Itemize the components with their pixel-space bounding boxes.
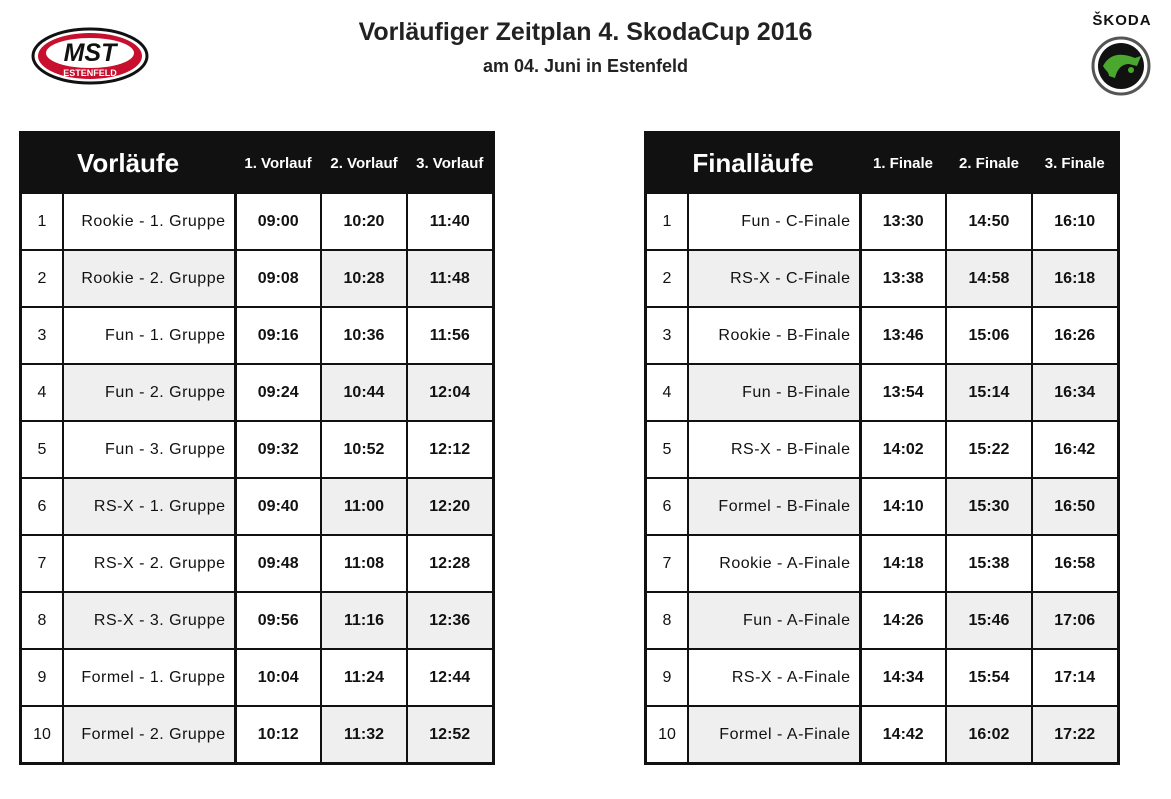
- row-number: 5: [21, 421, 64, 478]
- table-row: [646, 307, 1119, 364]
- column-header: 1. Finale: [860, 133, 946, 194]
- time-cell: 14:18: [860, 535, 946, 592]
- table-row: [21, 421, 494, 478]
- time-cell: 16:18: [1032, 250, 1118, 307]
- time-cell: 09:48: [235, 535, 321, 592]
- time-cell: 17:14: [1032, 649, 1118, 706]
- time-cell: 17:22: [1032, 706, 1118, 764]
- time-cell: 16:02: [946, 706, 1032, 764]
- time-cell: 09:40: [235, 478, 321, 535]
- row-label: Fun - 3. Gruppe: [63, 421, 235, 478]
- time-cell: 09:08: [235, 250, 321, 307]
- time-cell: 15:30: [946, 478, 1032, 535]
- row-number: 7: [646, 535, 689, 592]
- time-cell: 10:20: [321, 193, 407, 250]
- time-cell: 09:56: [235, 592, 321, 649]
- table-row: [646, 592, 1119, 649]
- time-cell: 09:24: [235, 364, 321, 421]
- time-cell: 12:28: [407, 535, 493, 592]
- time-cell: 16:26: [1032, 307, 1118, 364]
- table-row: [21, 649, 494, 706]
- finallaeufe-body: [646, 193, 1119, 764]
- row-label: Formel - A-Finale: [688, 706, 860, 764]
- time-cell: 15:46: [946, 592, 1032, 649]
- time-cell: 12:20: [407, 478, 493, 535]
- time-cell: 12:04: [407, 364, 493, 421]
- page-title: Vorläufiger Zeitplan 4. SkodaCup 2016: [358, 18, 813, 46]
- time-cell: 12:44: [407, 649, 493, 706]
- time-cell: 13:46: [860, 307, 946, 364]
- table-row: [646, 421, 1119, 478]
- table-row: [646, 706, 1119, 764]
- row-label: Formel - 2. Gruppe: [63, 706, 235, 764]
- column-header: 2. Vorlauf: [321, 133, 407, 194]
- time-cell: 11:00: [321, 478, 407, 535]
- time-cell: 09:00: [235, 193, 321, 250]
- time-cell: 10:36: [321, 307, 407, 364]
- row-number: 2: [646, 250, 689, 307]
- table-row: [21, 592, 494, 649]
- time-cell: 10:52: [321, 421, 407, 478]
- row-number: 6: [646, 478, 689, 535]
- time-cell: 11:08: [321, 535, 407, 592]
- time-cell: 14:42: [860, 706, 946, 764]
- row-number: 3: [646, 307, 689, 364]
- row-number: 10: [21, 706, 64, 764]
- table-row: [646, 193, 1119, 250]
- table-row: [646, 364, 1119, 421]
- mst-logo-subtext: ESTENFELD: [63, 68, 117, 78]
- skoda-arrow-icon: [1091, 36, 1151, 96]
- finallaeufe-heading: Finalläufe: [646, 133, 861, 194]
- column-header: 3. Finale: [1032, 133, 1118, 194]
- skoda-logo: [1083, 12, 1161, 94]
- row-label: RS-X - C-Finale: [688, 250, 860, 307]
- time-cell: 10:44: [321, 364, 407, 421]
- row-label: Rookie - A-Finale: [688, 535, 860, 592]
- row-label: Fun - C-Finale: [688, 193, 860, 250]
- time-cell: 09:16: [235, 307, 321, 364]
- time-cell: 09:32: [235, 421, 321, 478]
- time-cell: 11:32: [321, 706, 407, 764]
- table-row: [646, 535, 1119, 592]
- row-number: 4: [21, 364, 64, 421]
- time-cell: 10:04: [235, 649, 321, 706]
- time-cell: 14:26: [860, 592, 946, 649]
- row-label: Rookie - 2. Gruppe: [63, 250, 235, 307]
- time-cell: 12:52: [407, 706, 493, 764]
- time-cell: 15:38: [946, 535, 1032, 592]
- row-label: Formel - 1. Gruppe: [63, 649, 235, 706]
- row-number: 9: [21, 649, 64, 706]
- time-cell: 16:42: [1032, 421, 1118, 478]
- vorlaeufe-heading: Vorläufe: [21, 133, 236, 194]
- time-cell: 16:58: [1032, 535, 1118, 592]
- time-cell: 14:34: [860, 649, 946, 706]
- time-cell: 15:22: [946, 421, 1032, 478]
- row-number: 7: [21, 535, 64, 592]
- time-cell: 16:10: [1032, 193, 1118, 250]
- table-row: [21, 706, 494, 764]
- finallaeufe-table: [644, 131, 1120, 765]
- row-number: 2: [21, 250, 64, 307]
- row-number: 3: [21, 307, 64, 364]
- row-number: 10: [646, 706, 689, 764]
- table-row: [646, 478, 1119, 535]
- time-cell: 13:38: [860, 250, 946, 307]
- row-label: RS-X - 3. Gruppe: [63, 592, 235, 649]
- row-number: 4: [646, 364, 689, 421]
- time-cell: 15:54: [946, 649, 1032, 706]
- mst-logo-text: MST: [63, 39, 117, 67]
- table-row: [21, 364, 494, 421]
- time-cell: 14:02: [860, 421, 946, 478]
- row-label: Rookie - 1. Gruppe: [63, 193, 235, 250]
- row-label: RS-X - 1. Gruppe: [63, 478, 235, 535]
- column-header: 1. Vorlauf: [235, 133, 321, 194]
- table-row: [21, 250, 494, 307]
- table-header-row: [646, 133, 1119, 194]
- time-cell: 12:12: [407, 421, 493, 478]
- row-label: RS-X - A-Finale: [688, 649, 860, 706]
- time-cell: 10:28: [321, 250, 407, 307]
- row-number: 8: [21, 592, 64, 649]
- time-cell: 17:06: [1032, 592, 1118, 649]
- time-cell: 16:34: [1032, 364, 1118, 421]
- row-label: Fun - A-Finale: [688, 592, 860, 649]
- time-cell: 11:56: [407, 307, 493, 364]
- row-label: Fun - 1. Gruppe: [63, 307, 235, 364]
- row-number: 9: [646, 649, 689, 706]
- row-number: 8: [646, 592, 689, 649]
- skoda-wordmark: ŠKODA: [1092, 12, 1152, 29]
- time-cell: 11:24: [321, 649, 407, 706]
- row-label: Formel - B-Finale: [688, 478, 860, 535]
- time-cell: 15:06: [946, 307, 1032, 364]
- time-cell: 16:50: [1032, 478, 1118, 535]
- page-subtitle: am 04. Juni in Estenfeld: [482, 56, 689, 76]
- time-cell: 11:48: [407, 250, 493, 307]
- time-cell: 12:36: [407, 592, 493, 649]
- vorlaeufe-table: [19, 131, 495, 765]
- table-row: [21, 193, 494, 250]
- table-row: [21, 307, 494, 364]
- table-row: [646, 250, 1119, 307]
- time-cell: 11:16: [321, 592, 407, 649]
- row-label: RS-X - B-Finale: [688, 421, 860, 478]
- row-number: 1: [646, 193, 689, 250]
- time-cell: 13:54: [860, 364, 946, 421]
- row-number: 5: [646, 421, 689, 478]
- row-label: Rookie - B-Finale: [688, 307, 860, 364]
- row-label: RS-X - 2. Gruppe: [63, 535, 235, 592]
- vorlaeufe-body: [21, 193, 494, 764]
- time-cell: 11:40: [407, 193, 493, 250]
- table-header-row: [21, 133, 494, 194]
- table-row: [21, 535, 494, 592]
- column-header: 2. Finale: [946, 133, 1032, 194]
- table-row: [646, 649, 1119, 706]
- time-cell: 14:58: [946, 250, 1032, 307]
- time-cell: 13:30: [860, 193, 946, 250]
- time-cell: 10:12: [235, 706, 321, 764]
- time-cell: 14:50: [946, 193, 1032, 250]
- column-header: 3. Vorlauf: [407, 133, 493, 194]
- row-label: Fun - B-Finale: [688, 364, 860, 421]
- time-cell: 15:14: [946, 364, 1032, 421]
- row-label: Fun - 2. Gruppe: [63, 364, 235, 421]
- table-row: [21, 478, 494, 535]
- row-number: 1: [21, 193, 64, 250]
- time-cell: 14:10: [860, 478, 946, 535]
- row-number: 6: [21, 478, 64, 535]
